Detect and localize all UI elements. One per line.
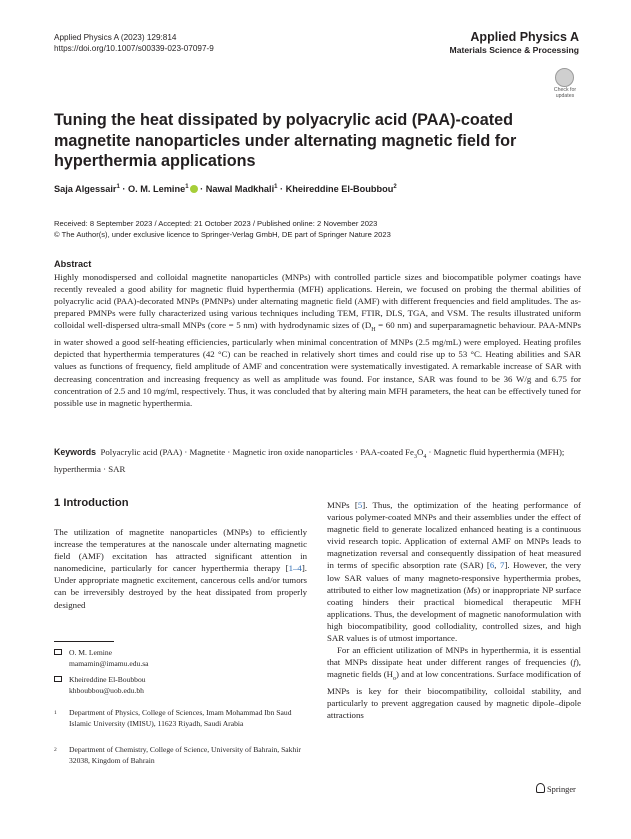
intro-paragraph: For an efficient utilization of MNPs in hyperthermia, it is essential that MNPs dissipate heat under different ranges of frequencies (f), magnetic fields $(H_o)$ and at low concentrations. Surface modification of MNPs is key for their biocompatibility, colloidal stability, and particularly to prevent aggregation caused by magnetic dipole–dipole attractions [327,645,581,721]
abstract-heading: Abstract [54,259,92,269]
orcid-icon[interactable] [190,185,198,193]
abstract-text: Highly monodispersed and colloidal magnetite nanoparticles (MNPs) with controlled particle sizes and biocompatible polymer coatings have recently revealed a good ability for magnetic fluid hyperthermia (MFH) applications. Herein, we focused on probing the thermal abilities of polyacrylic acid (PAA)-decorated MNPs (PMNPs) under alternating magnetic field (AMF) with different frequencies and field amplitudes. The as-prepared PMNPs were fully characterized using various techniques including TEM, FTIR, DLS, TGA, and VSM. The results illustrated uniform colloidal well-dispersed ultra-small MNPs (core = 5 nm) with hydrodynamic sizes of ($D_H = 60$ nm) and superparamagnetic behaviour. PAA-MNPs in water showed a good self-heating efficiencies, particularly when minimal concentration of MNPs (2.5 mg/mL) were employed. Heating profiles depicted that hyperthermia temperatures (42 °C) can be reached in relatively short times and could rise up to 53 °C. Heating abilities and SAR values as functions of frequency, field amplitude of AMF and concentration were systematically investigated. A remarkable increase of SAR with decreasing concentration and increasing frequency as well as amplitude was found. For instance, SAR was found to be 36 W/g and 6.75 for concentration of 2.5 and 10 mg/ml, respectively. Thus, it was concluded that by altering main MFH parameters, the heat can be effectively tuned for possible use in magnetic hyperthermia. [54,272,581,408]
envelope-icon [54,649,62,655]
journal-subtitle: Materials Science & Processing [449,45,579,55]
article-history [54,219,391,240]
citation-link[interactable]: 5 [357,500,363,510]
citation-link[interactable]: 7 [500,560,505,571]
citation-link[interactable]: 6 [489,560,495,571]
publisher-logo: Springer [536,783,576,794]
article-title: Tuning the heat dissipated by polyacrylic acid (PAA)-coated magnetite nanoparticles under alternating magnetic field for hyperthermia applications [54,111,517,170]
citation-link[interactable]: 1–4 [288,563,302,574]
affiliation-2: 2 Department of Chemistry, College of Science, University of Bahrain, Sakhir 32038, Kingdom of Bahrain [54,745,301,765]
corresponding-author-name: Kheireddine El-Boubbou [69,675,146,684]
springer-horse-icon [536,783,545,793]
journal-name: Applied Physics A [470,30,579,44]
keywords: Keywords Polyacrylic acid (PAA) · Magnetite · Magnetic iron oxide nanoparticles · PAA-coated $Fe_3O_4$ · Magnetic fluid hyperthermia (MFH); hyperthermia · SAR [54,447,565,474]
author-name[interactable]: O. M. Lemine [128,184,186,195]
check-for-updates-badge[interactable] [548,68,582,104]
envelope-icon [54,676,62,682]
correspondence-2 [54,675,304,696]
correspondence-1 [54,648,304,669]
author-list: Saja Algessair$^1$ · O. M. Lemine$^1$ · Nawal Madkhali$^1$ · Kheireddine El-Boubbou$^2$ [54,184,397,195]
corresponding-author-name: O. M. Lemine [69,648,113,657]
intro-right-column [327,499,581,721]
author-name[interactable]: Kheireddine El-Boubbou [285,184,394,195]
journal-brand [450,30,579,56]
author-name[interactable]: Nawal Madkhali [205,184,275,195]
doi-link[interactable]: https://doi.org/10.1007/s00339-023-07097-9 [54,44,214,53]
email-link[interactable]: mamamin@imamu.edu.sa [69,658,149,668]
check-updates-label: Check for updates [553,87,577,99]
email-link[interactable]: khboubbou@uob.edu.bh [69,685,144,695]
citation: Applied Physics A (2023) 129:814 [54,33,177,42]
intro-paragraph: MNPs [5]. Thus, the optimization of the heating performance of various polymer-coated MNPs and their assemblies under the effect of magnetic field to generate localized enhanced heating is a continuous vivid research topic. Application of external AMF on MNPs leads to magnetization reversal and consequently dissipation of heat measured in terms of specific absorption rate (SAR) [6, 7]. However, the very low SAR values of many magneto-responsive hyperthermia probes, attributed to either low magnetization (Ms) or inappropriate NP surface coating hinders their practical biomedical therapeutic MFH applications. Thus, the development of magnetic nanoformulation with high biocompatibility, good collodiality, controlled sizes, and high SAR values is of utmost importance. [327,500,582,644]
keywords-label: Keywords [54,447,97,457]
dates-line: Received: 8 September 2023 / Accepted: 21 October 2023 / Published online: 2 November 2023 [54,219,378,228]
footnote-divider [54,641,114,642]
check-updates-icon [555,68,574,87]
intro-paragraph: The utilization of magnetite nanoparticles (MNPs) to efficiently increase the temperatures at the nanoscale under alternating magnetic field (AMF) excitation has attracted significant attention in nanomedicine, particularly for cancer hyperthermia therapy [1–4]. Under appropriate magnetic excitement, cancerous cells and/or tumors can be irreversibly destroyed by the heat dissipated from properly designed [54,527,307,610]
section-heading-introduction: 1 Introduction [54,497,129,509]
affiliation-1: 1 Department of Physics, College of Sciences, Imam Mohammad Ibn Saud Islamic University (IMISU), 11623 Riyadh, Saudi Arabia [54,708,292,728]
running-header [54,32,214,54]
copyright-line: © The Author(s), under exclusive licence to Springer-Verlag GmbH, DE part of Springer Nature 2023 [54,229,391,239]
author-name[interactable]: Saja Algessair [54,184,117,195]
